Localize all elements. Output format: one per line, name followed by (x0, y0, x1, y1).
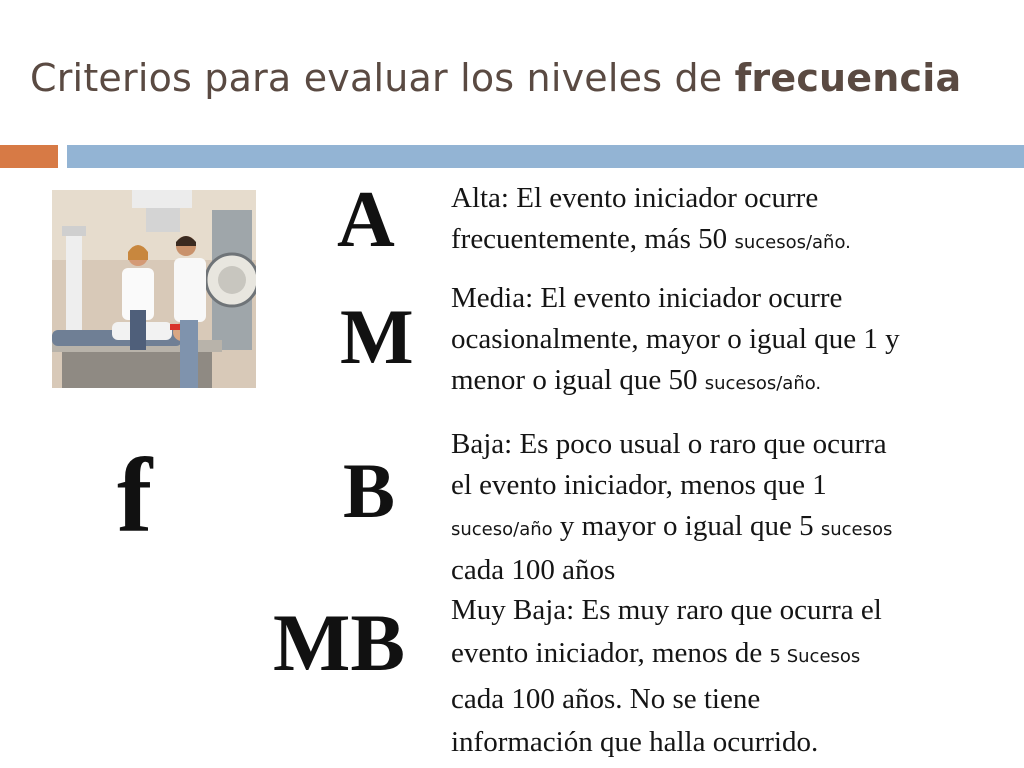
description-line (451, 506, 1011, 550)
description-text: frecuentemente, más 50 (451, 223, 735, 255)
description-text: el evento iniciador, menos que 1 (451, 469, 827, 501)
description-text: Media: El evento iniciador ocurre (451, 282, 843, 314)
level-letter-alta: A (337, 176, 395, 264)
unit-text: suceso/año (451, 519, 553, 540)
description-text: menor o igual que 50 (451, 364, 705, 396)
description-line (451, 278, 1011, 319)
level-letter-baja: B (343, 447, 396, 534)
description-text: Muy Baja: Es muy raro que ocurra el (451, 594, 882, 626)
description-line (451, 721, 1011, 764)
level-description-muy-baja (451, 589, 1011, 764)
description-text: evento iniciador, menos de (451, 637, 770, 669)
slide-title (30, 56, 1020, 100)
description-line (451, 678, 1011, 721)
description-line (451, 424, 1011, 465)
title-prefix: Criterios para evaluar los niveles de (30, 56, 735, 100)
description-text: información que halla ocurrido. (451, 726, 819, 758)
description-line (451, 219, 1011, 263)
description-text: y mayor o igual que 5 (552, 510, 821, 542)
description-text: cada 100 años. No se tiene (451, 683, 761, 715)
level-letter-muy-baja: MB (273, 597, 406, 688)
unit-text: sucesos (820, 519, 893, 540)
description-line (451, 632, 1011, 678)
accent-bar-blue (67, 145, 1024, 168)
level-description-alta (451, 178, 1011, 263)
description-line (451, 360, 1011, 404)
unit-text: sucesos/año. (704, 373, 822, 394)
accent-bar-orange (0, 145, 58, 168)
description-text: cada 100 años (451, 554, 616, 586)
description-line (451, 319, 1011, 360)
description-line (451, 465, 1011, 506)
level-description-media (451, 278, 1011, 404)
unit-text: sucesos/año. (734, 232, 851, 253)
description-text: Alta: El evento iniciador ocurre (451, 182, 819, 214)
level-letter-media: M (340, 293, 414, 380)
unit-text: 5 Sucesos (769, 646, 861, 667)
level-description-baja (451, 424, 1011, 591)
description-line (451, 550, 1011, 591)
title-bold-word: frecuencia (734, 56, 962, 100)
frequency-symbol: f (117, 437, 153, 554)
description-text: ocasionalmente, mayor o igual que 1 y (451, 323, 900, 355)
description-line (451, 178, 1011, 219)
description-line (451, 589, 1011, 632)
description-text: Baja: Es poco usual o raro que ocurra (451, 428, 887, 460)
radiology-photo (52, 190, 256, 388)
